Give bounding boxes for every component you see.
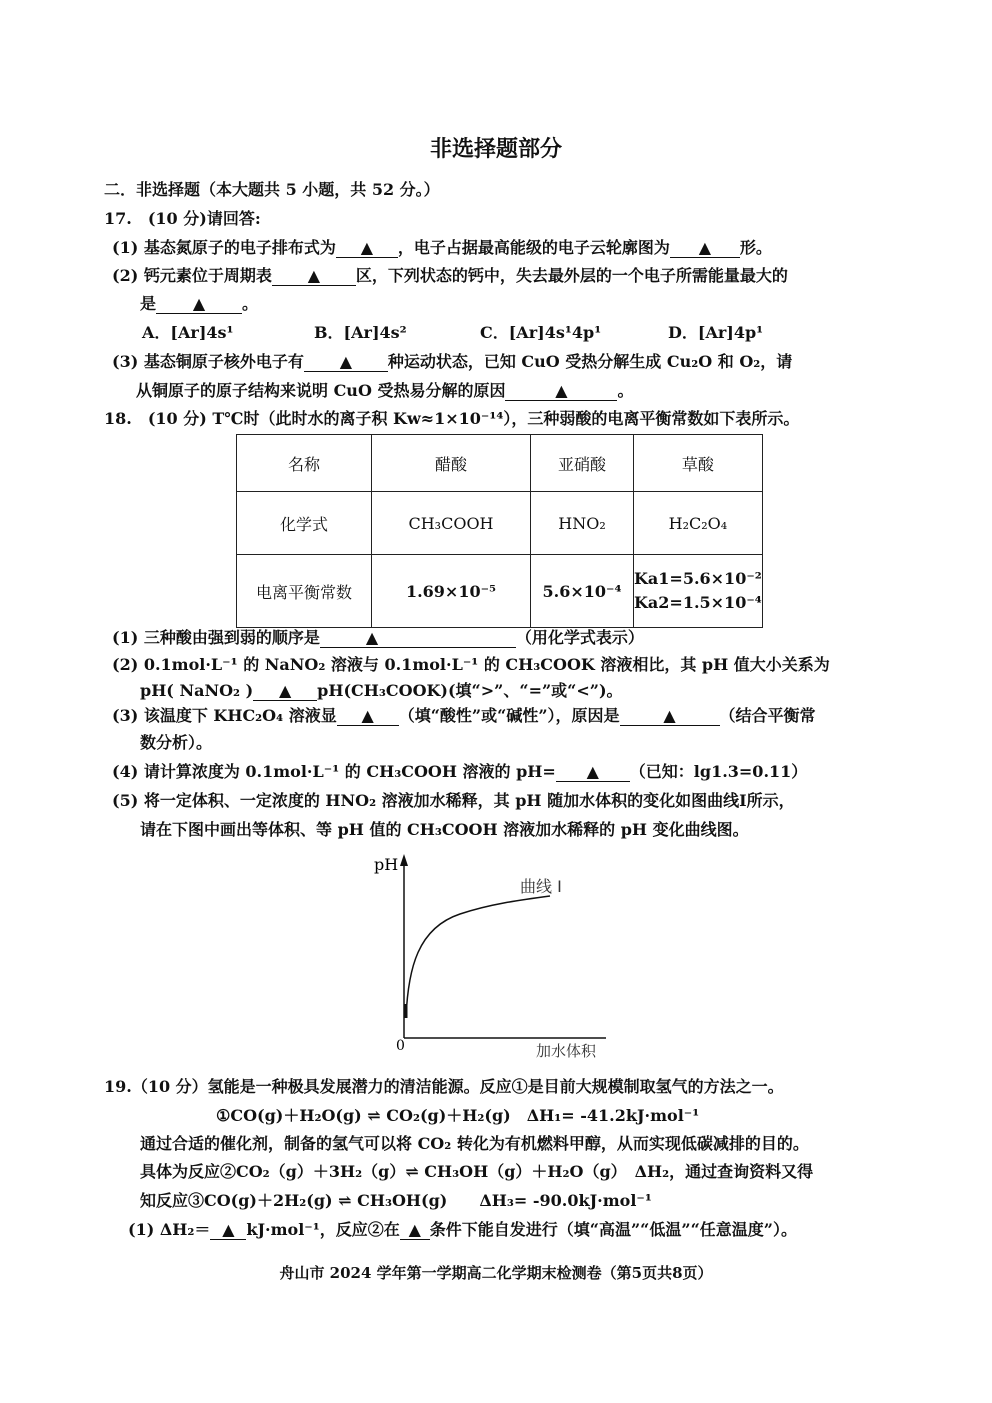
section-header: 二．非选择题（本大题共 5 小题，共 52 分。） — [104, 180, 440, 199]
q18-part4: (4) 请计算浓度为 0.1mol·L⁻¹ 的 CH₃COOH 溶液的 pH= ▲ （已知：lg1.3=0.11） — [112, 762, 808, 781]
answer-blank[interactable]: ▲ — [670, 239, 740, 258]
answer-blank[interactable]: ▲ — [156, 295, 242, 314]
q17-head: 17. (10 分)请回答: — [104, 209, 261, 228]
q19-text-1: 通过合适的催化剂，制备的氢气可以将 CO₂ 转化为有机燃料甲醇，从而实现低碳减排的目的。 — [140, 1134, 809, 1153]
q17-part3: (3) 基态铜原子核外电子有 ▲ 种运动状态，已知 CuO 受热分解生成 Cu₂O 和 O₂，请 — [112, 352, 793, 371]
option-a: A．[Ar]4s¹ — [142, 323, 234, 342]
ka2-value: Ka2=1.5×10⁻⁴ — [634, 593, 762, 612]
option-d: D．[Ar]4p¹ — [668, 323, 764, 342]
origin-label: 0 — [396, 1038, 405, 1054]
q18-part3-cont: 数分析）。 — [140, 733, 213, 752]
q18-head: 18. (10 分) T℃时（此时水的离子积 Kw≈1×10⁻¹⁴），三种弱酸的电离平衡常数如下表所示。 — [104, 409, 800, 428]
acid-constant-table — [236, 434, 763, 628]
answer-blank[interactable]: ▲ — [304, 353, 388, 372]
table-row-label: 化学式 — [237, 492, 372, 555]
q18-part5: (5) 将一定体积、一定浓度的 HNO₂ 溶液加水稀释，其 pH 随加水体积的变化如图曲线I所示， — [112, 791, 795, 810]
ph-dilution-graph — [360, 848, 630, 1060]
y-axis-arrow — [400, 854, 408, 866]
q18-part1: (1) 三种酸由强到弱的顺序是 ▲ （用化学式表示） — [112, 628, 644, 647]
table-cell: HNO₂ — [531, 492, 634, 555]
curve-label: 曲线 I — [520, 877, 562, 896]
table-cell: 亚硝酸 — [531, 435, 634, 492]
table-row-label: 名称 — [237, 435, 372, 492]
q18-part5-cont: 请在下图中画出等体积、等 pH 值的 CH₃COOH 溶液加水稀释的 pH 变化曲线图。 — [140, 820, 749, 839]
table-cell: 1.69×10⁻⁵ — [372, 555, 531, 628]
q17-part2: (2) 钙元素位于周期表 ▲ 区，下列状态的钙中，失去最外层的一个电子所需能量最大的 — [112, 266, 788, 285]
page-footer: 舟山市 2024 学年第一学期高二化学期末检测卷（第5页共8页） — [279, 1264, 713, 1282]
table-cell: 醋酸 — [372, 435, 531, 492]
table-cell: 5.6×10⁻⁴ — [531, 555, 634, 628]
answer-blank[interactable]: ▲ — [253, 682, 317, 701]
q19-equation-1: ①CO(g)＋H₂O(g) ⇌ CO₂(g)＋H₂(g) ΔH₁= -41.2kJ·mol⁻¹ — [216, 1106, 700, 1125]
x-axis-label: 加水体积 — [536, 1042, 597, 1060]
q17-part2-cont: 是 ▲ 。 — [140, 294, 259, 313]
table-row-label: 电离平衡常数 — [237, 555, 372, 628]
curve-i — [406, 896, 550, 1018]
answer-blank[interactable]: ▲ — [320, 629, 516, 648]
answer-blank[interactable]: ▲ — [336, 239, 398, 258]
ka1-value: Ka1=5.6×10⁻² — [634, 569, 762, 588]
table-cell — [634, 555, 763, 628]
answer-blank[interactable]: ▲ — [400, 1221, 430, 1240]
q19-text-2: 具体为反应②CO₂（g）＋3H₂（g）⇌ CH₃OH（g）＋H₂O（g） ΔH₂，通过查询资料又得 — [140, 1162, 814, 1181]
answer-blank[interactable]: ▲ — [272, 267, 356, 286]
table-cell: 草酸 — [634, 435, 763, 492]
q18-part2: (2) 0.1mol·L⁻¹ 的 NaNO₂ 溶液与 0.1mol·L⁻¹ 的 CH₃COOK 溶液相比，其 pH 值大小关系为 — [112, 655, 830, 674]
q17-part1: (1) 基态氮原子的电子排布式为 ▲ ，电子占据最高能级的电子云轮廓图为 ▲ 形。 — [112, 238, 772, 257]
page-title: 非选择题部分 — [429, 137, 562, 162]
q19-text-3: 知反应③CO(g)＋2H₂(g) ⇌ CH₃OH(g) ΔH₃= -90.0kJ·mol⁻¹ — [140, 1191, 652, 1210]
q18-part3: (3) 该温度下 KHC₂O₄ 溶液显 ▲ （填“酸性”或“碱性”），原因是 ▲ （结合平衡常 — [112, 706, 816, 725]
table-cell: H₂C₂O₄ — [634, 492, 763, 555]
q18-part2-cont: pH( NaNO₂ ) ▲ pH(CH₃COOK)(填“>”、“=”或“<”)。 — [140, 681, 623, 700]
answer-blank[interactable]: ▲ — [620, 707, 720, 726]
y-axis-label: pH — [374, 855, 399, 874]
answer-blank[interactable]: ▲ — [337, 707, 399, 726]
option-b: B．[Ar]4s² — [314, 323, 407, 342]
answer-blank[interactable]: ▲ — [210, 1221, 246, 1240]
q17-part3-cont: 从铜原子的原子结构来说明 CuO 受热易分解的原因 ▲ 。 — [136, 381, 634, 400]
q19-part1: (1) ΔH₂＝ ▲ kJ·mol⁻¹，反应②在 ▲ 条件下能自发进行（填“高温”“低温”“任意温度”）。 — [128, 1220, 797, 1239]
q19-head: 19.（10 分）氢能是一种极具发展潜力的清洁能源。反应①是目前大规模制取氢气的方法之一。 — [104, 1077, 784, 1096]
option-c: C．[Ar]4s¹4p¹ — [480, 323, 602, 342]
answer-blank[interactable]: ▲ — [556, 763, 630, 782]
answer-blank[interactable]: ▲ — [505, 382, 617, 401]
table-cell: CH₃COOH — [372, 492, 531, 555]
